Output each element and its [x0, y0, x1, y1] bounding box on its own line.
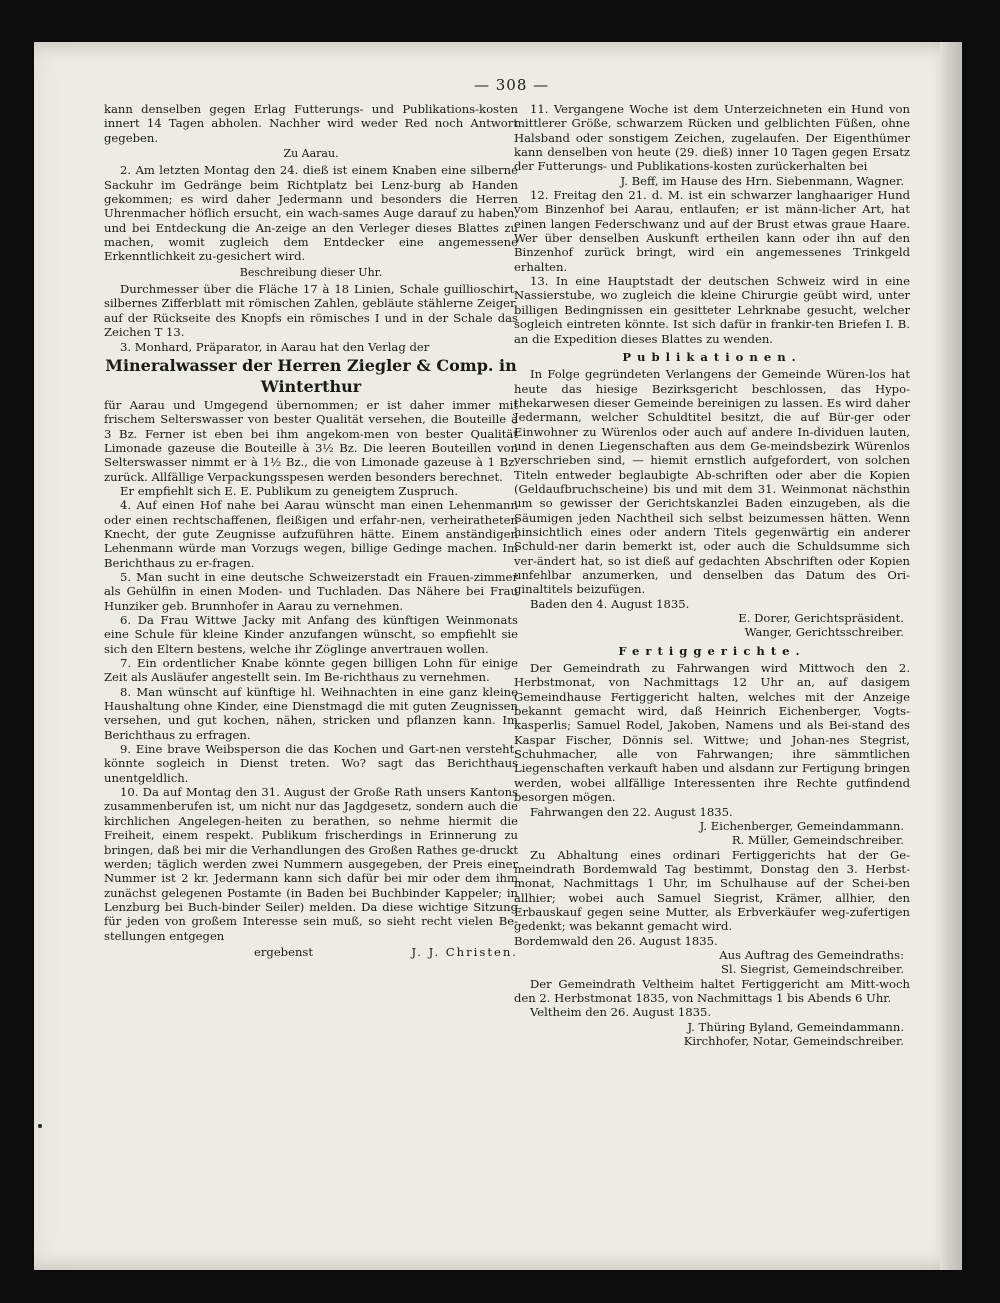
fertiggericht-1-date: Fahrwangen den 22. August 1835. [530, 804, 733, 819]
closing-ergebenst: ergebenst [254, 944, 314, 959]
publication-body: In Folge gegründeten Verlangens der Gemeinde Würen-los hat heute das hiesige Bezirksgericht beschlossen, das Hypo-thekarwesen dieser Gemeinde bereinigen zu lassen. Es wird daher Jedermann, welcher Schuldtitel besitzt, die auf Bür-ger oder Einwohner zu Würenlos oder auch auf andere In-dividuen lauten, und in denen Liegenschaften aus dem Ge-meindsbezirk Würenlos verschrieben sind, — hiemit ernstlich aufgefordert, von solchen Titeln entweder beglaubigte Ab-schriften oder aber die Kopien (Geldaufbruchscheine) bis und mit dem 31. Weinmonat nächsthin um so gewisser der Gerichtskanzlei Baden einzugeben, als die Säumigen jeden Nachtheil sich selbst beizumessen hätten. Wenn hinsichtlich eines oder andern Titels gegenwärtig ein anderer Schuld-ner darin bemerkt ist, oder auch die Schuldsumme sich ver-ändert hat, so ist dieß auf gedachten Abschriften oder Kopien unfehlbar anzumerken, und denselben das Datum des Ori-ginaltitels beizufügen. [514, 367, 910, 597]
publication-signature-1: E. Dorer, Gerichtspräsident. [738, 611, 904, 626]
closing-name: J. J. Christen. [411, 944, 518, 959]
publication-signature-2: Wanger, Gerichtsschreiber. [744, 625, 904, 640]
notice-3-closing: Er empfiehlt sich E. E. Publikum zu geneigtem Zuspruch. [120, 483, 459, 498]
page-edge [940, 42, 962, 1270]
notice-11: 11. Vergangene Woche ist dem Unterzeichneten ein Hund von mittlerer Größe, schwarzem Rücken und gelblichten Füßen, ohne Halsband oder sonstigem Zeichen, zugelaufen. Der Eigenthümer kann denselben von heute (29. dieß) inner 10 Tagen gegen Ersatz der Futterungs- und Publikations-kosten zurückerhalten bei [514, 102, 910, 174]
newspaper-page [34, 42, 962, 1270]
notice-9: 9. Eine brave Weibsperson die das Kochen und Gart-nen versteht, könnte sogleich in Dienst treten. Wo? sagt das Berichthaus unentgeldlich. [104, 742, 518, 785]
fertiggericht-1-signature-2: R. Müller, Gemeindschreiber. [731, 833, 904, 848]
fertiggericht-3-date: Veltheim den 26. August 1835. [530, 1005, 712, 1020]
notice-7: 7. Ein ordentlicher Knabe könnte gegen billigen Lohn für einige Zeit als Ausläufer angestellt sein. Im Be-richthaus zu vernehmen. [104, 656, 518, 685]
notice-2-description: Durchmesser über die Fläche 17 à 18 Linien, Schale guillioschirt, silbernes Zifferblatt mit römischen Zahlen, gebläute stählerne Zeiger, auf der Rückseite des Knopfs ein römisches I und in der Schale das Zeichen T 13. [104, 282, 518, 340]
fertiggericht-2-date: Bordemwald den 26. August 1835. [514, 933, 718, 948]
fertiggericht-1: Der Gemeindrath zu Fahrwangen wird Mittwoch den 2. Herbstmonat, von Nachmittags 12 Uhr an, auf dasigem Gemeindhause Fertiggericht halten, welches mit der Anzeige bekannt gemacht wird, daß Heinrich Eichenberger, Vogts-kasperlis; Samuel Rodel, Jakoben, Namens und als Bei-stand des Kaspar Fischer, Dönnis sel. Wittwe; und Johan-nes Stegrist, Schuhmacher, alle von Fahrwangen; ihre sämmtlichen Liegenschaften verkauft haben und alsdann zur Fertigung bringen werden, wobei allfällige Interessenten ihre Rechte gutfindend besorgen mögen. [514, 661, 910, 805]
notice-5: 5. Man sucht in eine deutsche Schweizerstadt ein Frauen-zimmer als Gehülfin in einen Moden- und Tuchladen. Das Nähere bei Frau Hunziker geb. Brunnhofer in Aarau zu vernehmen. [104, 569, 518, 613]
notice-continued: kann denselben gegen Erlag Futterungs- und Publikations-kosten innert 14 Tagen abholen. Nachher wird weder Red noch Antwort gegeben. [104, 102, 518, 145]
heading-publikationen: Publikationen. [622, 349, 802, 364]
notice-3-headline-2: Winterthur [260, 376, 362, 396]
left-column [104, 102, 518, 959]
fertiggericht-2-signature-1: Sl. Siegrist, Gemeindschreiber. [720, 962, 904, 977]
notice-6: 6. Da Frau Wittwe Jacky mit Anfang des künftigen Weinmonats eine Schule für kleine Kinder anzufangen wünscht, so empfiehlt sie sich den Eltern bestens, welche ihr Zöglinge anvertrauen wollen. [104, 613, 518, 656]
notice-3-headline-1: Mineralwasser der Herren Ziegler & Comp. in [105, 355, 517, 375]
notice-13: 13. In eine Hauptstadt der deutschen Schweiz wird in eine Nassierstube, wo zugleich die kleine Chirurgie geübt wird, unter billigen Bedingnissen ein gesitteter Lehrknabe gesucht, welcher sogleich eintreten könnte. Ist sich dafür in frankir-ten Briefen I. B. an die Expedition dieses Blattes zu wenden. [514, 274, 910, 346]
ink-dot [38, 1124, 42, 1128]
heading-fertiggerichte: Fertiggerichte. [618, 643, 806, 658]
fertiggericht-1-signature-1: J. Eichenberger, Gemeindammann. [699, 818, 904, 833]
notice-10-signature [104, 945, 518, 959]
fertiggericht-3: Der Gemeindrath Veltheim haltet Fertiggericht am Mitt-woch den 2. Herbstmonat 1835, von Nachmittags 1 bis Abends 6 Uhr. [514, 976, 910, 1005]
notice-12: 12. Freitag den 21. d. M. ist ein schwarzer langhaariger Hund vom Binzenhof bei Aarau, entlaufen; er ist männ-licher Art, hat einen langen Federschwanz und auf der Brust etwas graue Haare. Wer über denselben Auskunft ertheilen kann oder ihn auf den Binzenhof zurück bringt, wird ein angemessenes Trinkgeld erhalten. [514, 188, 910, 274]
notice-10: 10. Da auf Montag den 31. August der Große Rath unsers Kantons zusammenberufen ist, um nicht nur das Jagdgesetz, sondern auch die kirchlichen Angelegen-heiten zu berathen, so nehme hiermit die Freiheit, einem respekt. Publikum frischerdings in Erinnerung zu bringen, daß bei mir die Verhandlungen des Großen Rathes ge-druckt werden; täglich werden zwei Nummern ausgegeben, der Preis einer Nummer ist 2 kr. Jedermann kann sich dafür bei mir oder dem ihm zunächst gelegenen Postamte (in Baden bei Buchbinder Kappeler; in Lenzburg bei Buch-binder Seiler) melden. Da diese wichtige Sitzung für jeden von großem Interesse sein muß, so sieht recht vielen Be-stellungen entgegen [104, 785, 518, 943]
notice-3-intro: 3. Monhard, Präparator, in Aarau hat den Verlag der [120, 339, 430, 354]
notice-8: 8. Man wünscht auf künftige hl. Weihnachten in eine ganz kleine Haushaltung ohne Kinder, eine Dienstmagd die mit guten Zeugnissen versehen, und gut kochen, nähen, stricken und pflanzen kann. Im Berichthaus zu erfragen. [104, 684, 518, 742]
heading-zu-aarau: Zu Aarau. [283, 147, 339, 161]
page-number: — 308 — [474, 76, 550, 94]
notice-3-body: für Aarau und Umgegend übernommen; er ist daher immer mit frischem Selterswasser von bester Qualität versehen, die Bouteille à 3 Bz. Ferner ist eben bei ihm angekom-men von bester Qualität Limonade gazeuse die Bouteille à 3½ Bz. Die leeren Bouteillen von Selterswasser nimmt er à 1½ Bz., die von Limonade gazeuse à 1 Bz. zurück. Allfällige Verpackungsspesen werden besonders berechnet. [104, 397, 518, 484]
fertiggericht-2: Zu Abhaltung eines ordinari Fertiggerichts hat der Ge-meindrath Bordemwald Tag bestimmt, Donstag den 3. Herbst-monat, Nachmittags 1 Uhr, im Schulhause auf der Schei-ben allhier; wobei auch Samuel Siegrist, Krämer, allhier, den Erbauskauf gegen seine Mutter, als Erbverkäufer weg-zufertigen gedenkt; was bekannt gemacht wird. [514, 847, 910, 934]
notice-11-signature: J. Beff, im Hause des Hrn. Siebenmann, Wagner. [620, 173, 904, 188]
heading-watch-description: Beschreibung dieser Uhr. [239, 265, 383, 279]
notice-2: 2. Am letzten Montag den 24. dieß ist einem Knaben eine silberne Sackuhr im Gedränge beim Richtplatz bei Lenz-burg ab Handen gekommen; es wird daher Jedermann und besonders die Herren Uhrenmacher höflich ersucht, ein wach-sames Auge darauf zu haben, und bei Entdeckung die An-zeige an den Verleger dieses Blattes zu machen, womit zugleich dem Entdecker eine angemessene Erkenntlichkeit zu-gesichert wird. [104, 163, 518, 264]
publication-date: Baden den 4. August 1835. [530, 596, 690, 611]
notice-4: 4. Auf einen Hof nahe bei Aarau wünscht man einen Lehenmann oder einen rechtschaffenen, fleißigen und erfahr-nen, verheiratheten Knecht, der gute Zeugnisse aufzuführen hätte. Einem anständigen Lehenmann würde man Vorzugs wegen, billige Gedinge machen. Im Berichthaus zu er-fragen. [104, 498, 518, 570]
fertiggericht-3-signature-1: J. Thüring Byland, Gemeindammann. [687, 1019, 904, 1034]
fertiggericht-2-signature-0: Aus Auftrag des Gemeindraths: [719, 947, 904, 962]
right-column [514, 102, 910, 1048]
fertiggericht-3-signature-2: Kirchhofer, Notar, Gemeindschreiber. [683, 1034, 904, 1048]
